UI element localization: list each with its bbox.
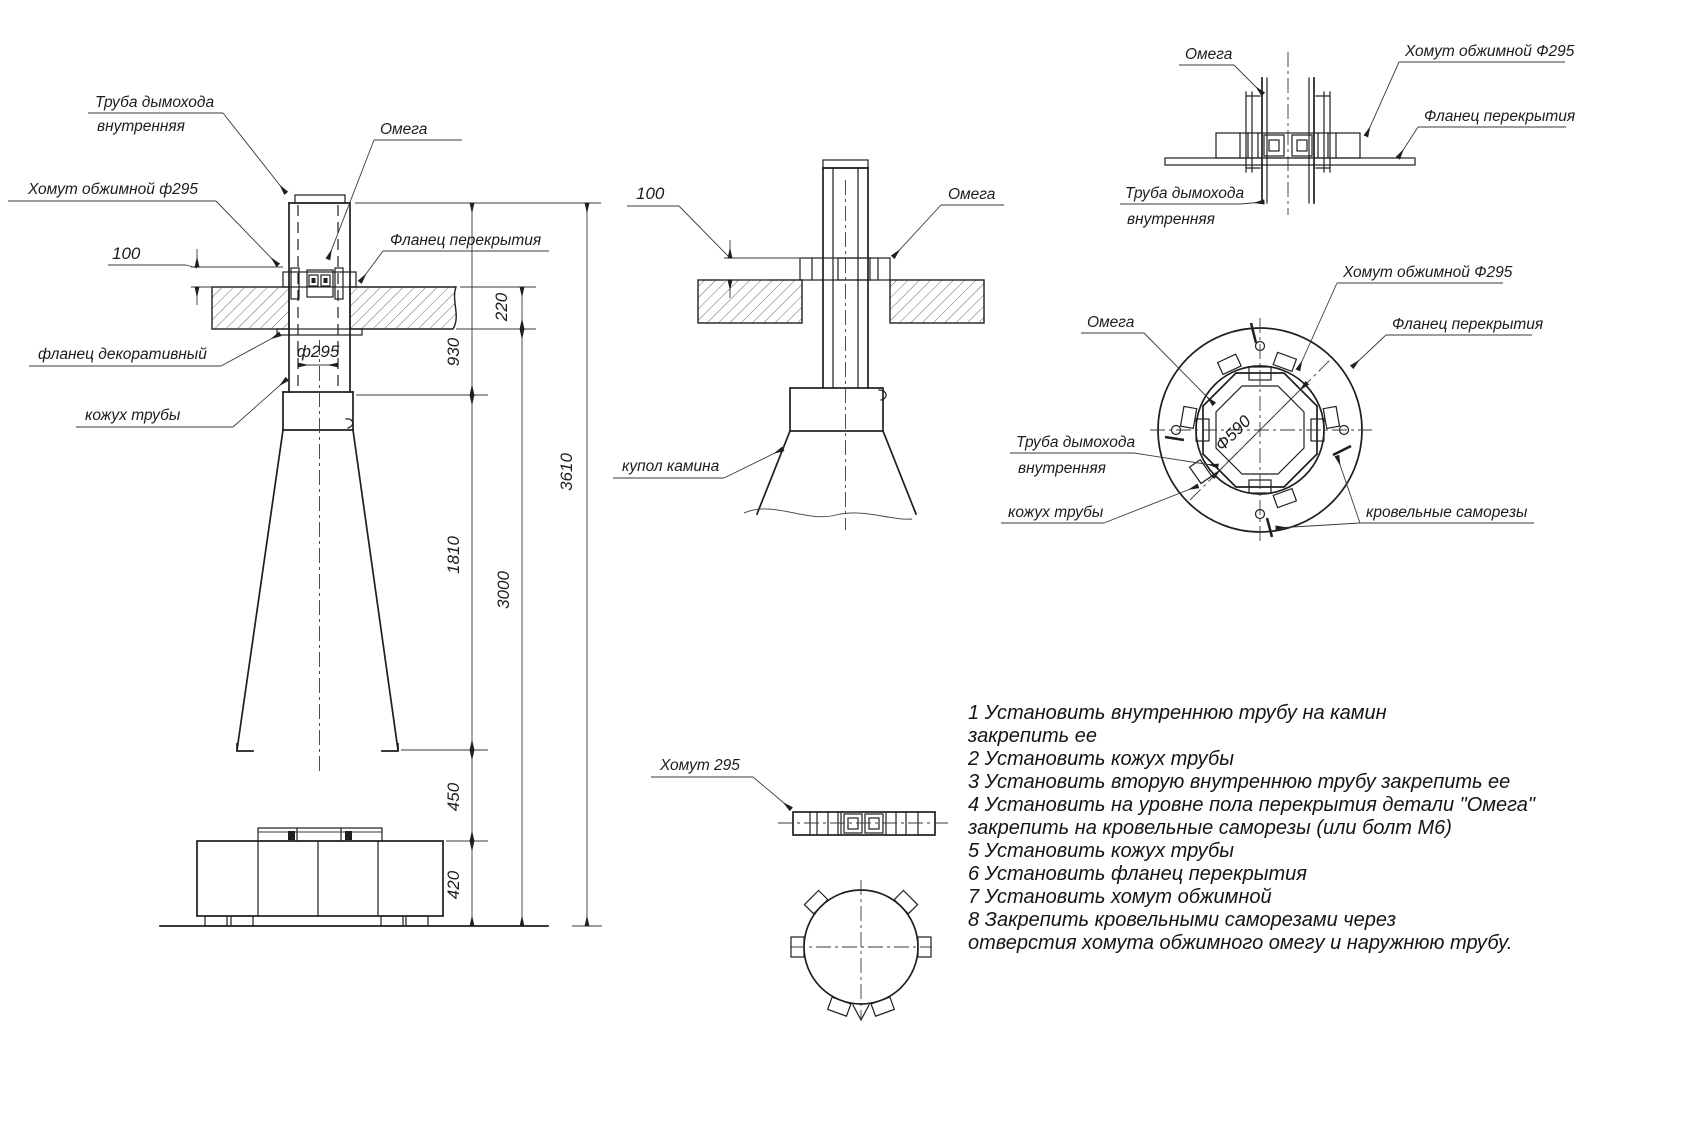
label-omega-plan: Омега: [1087, 314, 1135, 331]
clamp-band-side-view: [778, 812, 948, 835]
front-ceiling-slab-left: [212, 287, 289, 329]
plan-view: [1001, 264, 1543, 542]
note-line-6: закрепить на кровельные саморезы (или болт М6): [968, 817, 1452, 839]
front-ceiling-slab-right: [350, 287, 456, 329]
dim-1810: 1810: [444, 536, 463, 574]
label-clamp-plan: Хомут обжимной Ф295: [1343, 264, 1513, 281]
label-clamp-front: Хомут обжимной ф295: [28, 181, 199, 198]
note-line-9: 7 Установить хомут обжимной: [968, 886, 1272, 908]
clamp-band-top-view: [790, 880, 932, 1020]
note-line-1: 1 Установить внутреннюю трубу на камин: [968, 702, 1387, 724]
label-screws-plan: кровельные саморезы: [1366, 504, 1528, 521]
plan-centerlines: [1150, 318, 1372, 542]
middle-cupola: [744, 388, 916, 519]
middle-labels: [613, 186, 1004, 478]
front-labels: [8, 94, 549, 427]
middle-omega-clamp: [800, 258, 890, 280]
label-omega-middle: Омега: [948, 186, 996, 203]
label-pipe-detail-line1: Труба дымохода: [1125, 185, 1245, 202]
note-line-3: 2 Установить кожух трубы: [968, 748, 1234, 770]
note-line-5: 4 Установить на уровне пола перекрытия детали "Омега": [968, 794, 1535, 816]
label-inner-pipe-line2: внутренняя: [97, 118, 185, 135]
middle-view: [613, 160, 1004, 530]
installation-notes: [967, 702, 1536, 954]
label-clamp-295: Хомут 295: [660, 757, 740, 774]
dim-100-front: 100: [112, 244, 141, 263]
label-omega-detail: Омега: [1185, 46, 1233, 63]
label-flange-detail: Фланец перекрытия: [1424, 108, 1576, 125]
clamp-295-views: [651, 757, 948, 1020]
detail-section-view: [1120, 43, 1575, 228]
dim-930: 930: [444, 337, 463, 367]
label-casing-plan: кожух трубы: [1008, 504, 1104, 521]
front-fireplace-base: [160, 828, 602, 926]
label-flange-decor: фланец декоративный: [38, 346, 207, 363]
dim-590: Ф590: [1211, 411, 1255, 455]
detail-labels: [1120, 43, 1575, 228]
note-line-11: отверстия хомута обжимного омегу и наружнюю трубу.: [968, 932, 1513, 954]
front-view: [8, 94, 602, 926]
dim-450: 450: [444, 782, 463, 812]
plan-labels: [1001, 264, 1543, 528]
note-line-2: закрепить ее: [968, 725, 1097, 747]
label-clamp-detail: Хомут обжимной Ф295: [1405, 43, 1575, 60]
front-cone: [237, 430, 398, 751]
label-cupola: купол камина: [622, 458, 720, 475]
note-line-8: 6 Установить фланец перекрытия: [968, 863, 1307, 885]
label-pipe-plan-line2: внутренняя: [1018, 460, 1106, 477]
dim-3610: 3610: [557, 453, 576, 491]
dim-295: ф295: [296, 342, 340, 361]
front-casing: [283, 392, 353, 430]
note-line-10: 8 Закрепить кровельными саморезами через: [968, 909, 1397, 931]
detail-flange-plate: [1165, 158, 1415, 165]
label-flange-plan: Фланец перекрытия: [1392, 316, 1544, 333]
front-clamp-assembly: [283, 268, 356, 299]
middle-slab-left: [698, 280, 802, 323]
label-pipe-plan-line1: Труба дымохода: [1016, 434, 1136, 451]
label-flange-ceiling-front: Фланец перекрытия: [390, 232, 542, 249]
label-omega-front: Омега: [380, 121, 428, 138]
middle-slab-right: [890, 280, 984, 323]
label-inner-pipe-line1: Труба дымохода: [95, 94, 215, 111]
note-line-4: 3 Установить вторую внутреннюю трубу закрепить ее: [968, 771, 1511, 793]
dim-3000: 3000: [494, 571, 513, 609]
dim-100-middle: 100: [636, 184, 665, 203]
label-casing-front: кожух трубы: [85, 407, 181, 424]
dim-420: 420: [444, 870, 463, 900]
note-line-7: 5 Установить кожух трубы: [968, 840, 1234, 862]
label-pipe-detail-line2: внутренняя: [1127, 211, 1215, 228]
dim-220: 220: [492, 292, 511, 322]
